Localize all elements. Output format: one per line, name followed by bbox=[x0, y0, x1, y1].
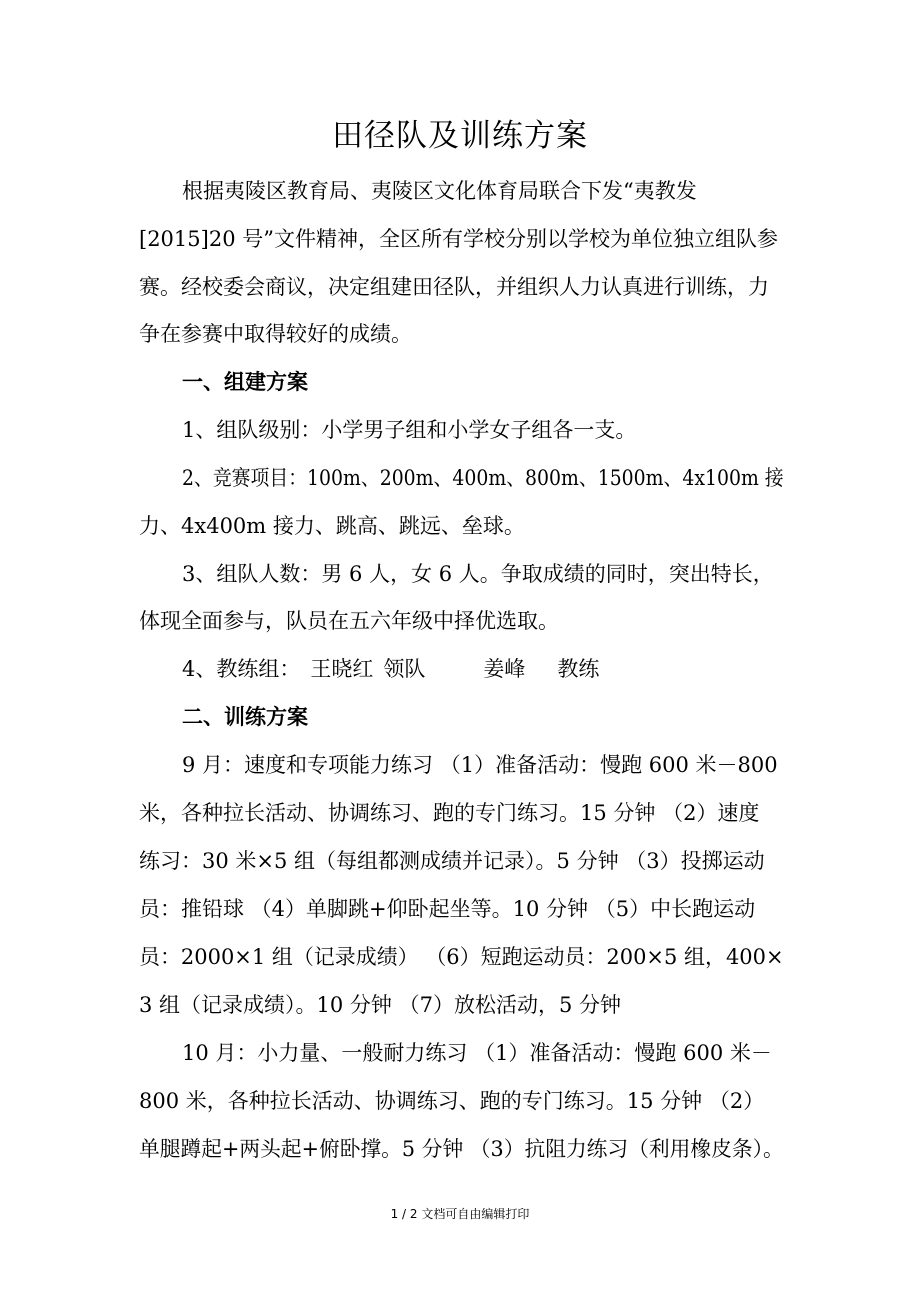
leader-role: 领队 bbox=[383, 657, 426, 681]
section1-item3-line-2: 体现全面参与，队员在五六年级中择优选取。 bbox=[139, 609, 559, 633]
intro-line-3: 赛。经校委会商议，决定组建田径队，并组织人力认真进行训练，力 bbox=[139, 275, 769, 299]
intro-line-2: [2015]20 号”文件精神，全区所有学校分别以学校为单位独立组队参 bbox=[139, 227, 778, 251]
september-line-6: 3 组（记录成绩）。10 分钟 （7）放松活动，5 分钟 bbox=[139, 993, 622, 1017]
coach-name: 姜峰 bbox=[483, 657, 526, 681]
leader-name: 王晓红 bbox=[310, 657, 374, 681]
section1-heading: 一、组建方案 bbox=[182, 369, 308, 394]
intro-line-1: 根据夷陵区教育局、夷陵区文化体育局联合下发“夷教发 bbox=[182, 179, 697, 203]
september-line-1: 9 月：速度和专项能力练习 （1）准备活动：慢跑 600 米－800 bbox=[182, 753, 778, 777]
october-line-3: 单腿蹲起+两头起+俯卧撑。5 分钟 （3）抗阻力练习（利用橡皮条）。 bbox=[139, 1137, 784, 1161]
october-line-2: 800 米，各种拉长活动、协调练习、跑的专门练习。15 分钟 （2） bbox=[139, 1089, 765, 1113]
september-line-2: 米，各种拉长活动、协调练习、跑的专门练习。15 分钟 （2）速度 bbox=[139, 801, 760, 825]
section1-item3-line-1: 3、组队人数：男 6 人，女 6 人。争取成绩的同时，突出特长， bbox=[182, 562, 774, 586]
september-line-4: 员：推铅球 （4）单脚跳+仰卧起坐等。10 分钟 （5）中长跑运动 bbox=[139, 897, 756, 921]
document-title: 田径队及训练方案 bbox=[332, 118, 588, 154]
section1-item1: 1、组队级别：小学男子组和小学女子组各一支。 bbox=[182, 418, 637, 442]
section1-item4 bbox=[182, 654, 599, 684]
coach-group-label: 4、教练组： bbox=[182, 657, 301, 681]
page-footer: 1 / 2 文档可自由编辑打印 bbox=[390, 1207, 530, 1221]
section1-item2-line-1: 2、竞赛项目：100m、200m、400m、800m、1500m、4x100m 接 bbox=[182, 466, 784, 490]
intro-line-4: 争在参赛中取得较好的成绩。 bbox=[139, 322, 412, 346]
section2-heading: 二、训练方案 bbox=[182, 704, 308, 729]
september-line-3: 练习：30 米×5 组（每组都测成绩并记录）。5 分钟 （3）投掷运动 bbox=[139, 849, 765, 873]
coach-role: 教练 bbox=[557, 657, 600, 681]
october-line-1: 10 月：小力量、一般耐力练习 （1）准备活动：慢跑 600 米－ bbox=[182, 1041, 772, 1065]
september-line-5: 员：2000×1 组（记录成绩） （6）短跑运动员：200×5 组，400× bbox=[139, 945, 784, 969]
section1-item2-line-2: 力、4x400m 接力、跳高、跳远、垒球。 bbox=[139, 514, 525, 538]
